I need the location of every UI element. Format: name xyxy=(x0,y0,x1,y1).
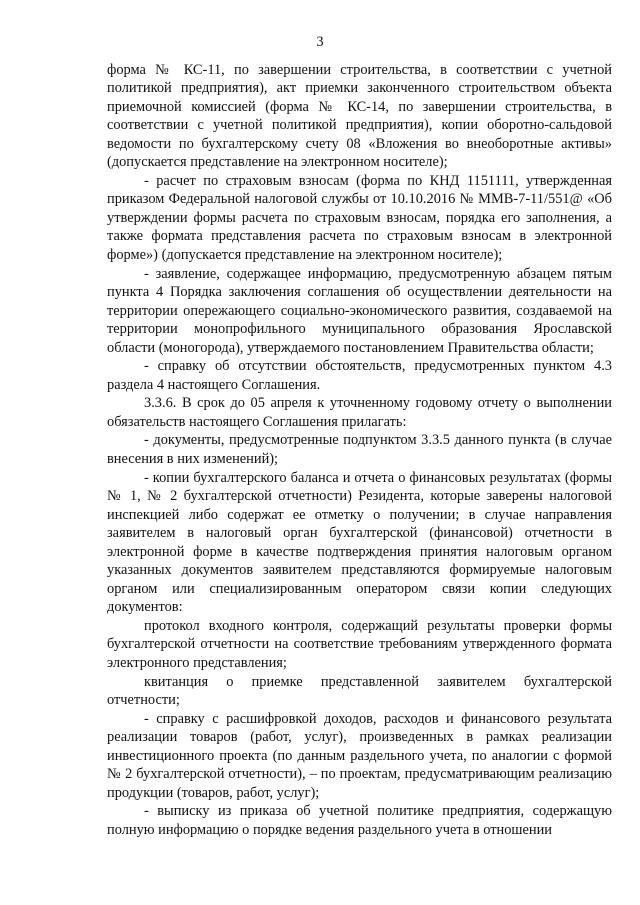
paragraph-documents: - документы, предусмотренные подпунктом 3.3.5 данного пункта (в случае внесения в них изменений); xyxy=(107,432,612,467)
paragraph-income-breakdown: - справку с расшифровкой доходов, расходов и финансового результата реализации товаров (работ, услуг), произведенных в рамках реализации инвестиционного проекта (по данным раздельного учета, по аналогии с формой № 2 бухгалтерской отчетности), – по проектам, предусматривающим реализацию продукции (товаров, работ, услуг); xyxy=(107,710,612,801)
paragraph-clause-3-3-6: 3.3.6. В срок до 05 апреля к уточненному годовому отчету о выполнении обязательств настоящего Соглашения прилагать: xyxy=(107,395,612,430)
paragraph-input-control-protocol: протокол входного контроля, содержащий результаты проверки формы бухгалтерской отчетности на соответствие требованиям утвержденного формата электронного представления; xyxy=(107,617,612,671)
paragraph-insurance-calculation: - расчет по страховым взносам (форма по КНД 1151111, утвержденная приказом Федеральной налоговой службы от 10.10.2016 № ММВ-7-11/551@ «Об утверждении формы расчета по страховым взносам, порядка его заполнения, а также формата представления расчета по страховым взносам в электронной форме») (допускается представление на электронном носителе); xyxy=(107,172,612,263)
paragraph-accounting-policy-extract: - выписку из приказа об учетной политике предприятия, содержащую полную информацию о порядке ведения раздельного учета в отношении xyxy=(107,803,612,838)
paragraph-certificate: - справку об отсутствии обстоятельств, предусмотренных пунктом 4.3 раздела 4 настоящего Соглашения. xyxy=(107,358,612,393)
page-number: 3 xyxy=(316,34,324,50)
paragraph-application: - заявление, содержащее информацию, предусмотренную абзацем пятым пункта 4 Порядка заключения соглашения об осуществлении деятельности на территории опережающего социально-экономического развития, создаваемой на территории монопрофильного муниципального образования Ярославской области (моногорода), утверждаемого постановлением Правительства области; xyxy=(107,265,612,356)
paragraph-continuation: форма № КС-11, по завершении строительства, в соответствии с учетной политикой предприятия), акт приемки законченного строительством объекта приемочной комиссией (форма № КС-14, по завершении строительства, в соответствии с учетной политикой предприятия), копии оборотно-сальдовой ведомости по бухгалтерскому счету 08 «Вложения во внеоборотные активы» (допускается представление на электронном носителе); xyxy=(107,61,612,171)
document-body xyxy=(107,61,612,840)
paragraph-receipt: квитанция о приемке представленной заявителем бухгалтерской отчетности; xyxy=(107,673,612,709)
paragraph-balance-copies: - копии бухгалтерского баланса и отчета о финансовых результатах (формы № 1, № 2 бухгалтерской отчетности) Резидента, которые заверены налоговой инспекцией либо содержат ее отметку о получении; в случае направления заявителем в налоговый орган бухгалтерской (финансовой) отчетности в электронной форме в качестве подтверждения принятия налоговым органом указанных документов заявителем представляются формируемые налоговым органом или специализированным оператором связи копии следующих документов: xyxy=(107,469,612,616)
